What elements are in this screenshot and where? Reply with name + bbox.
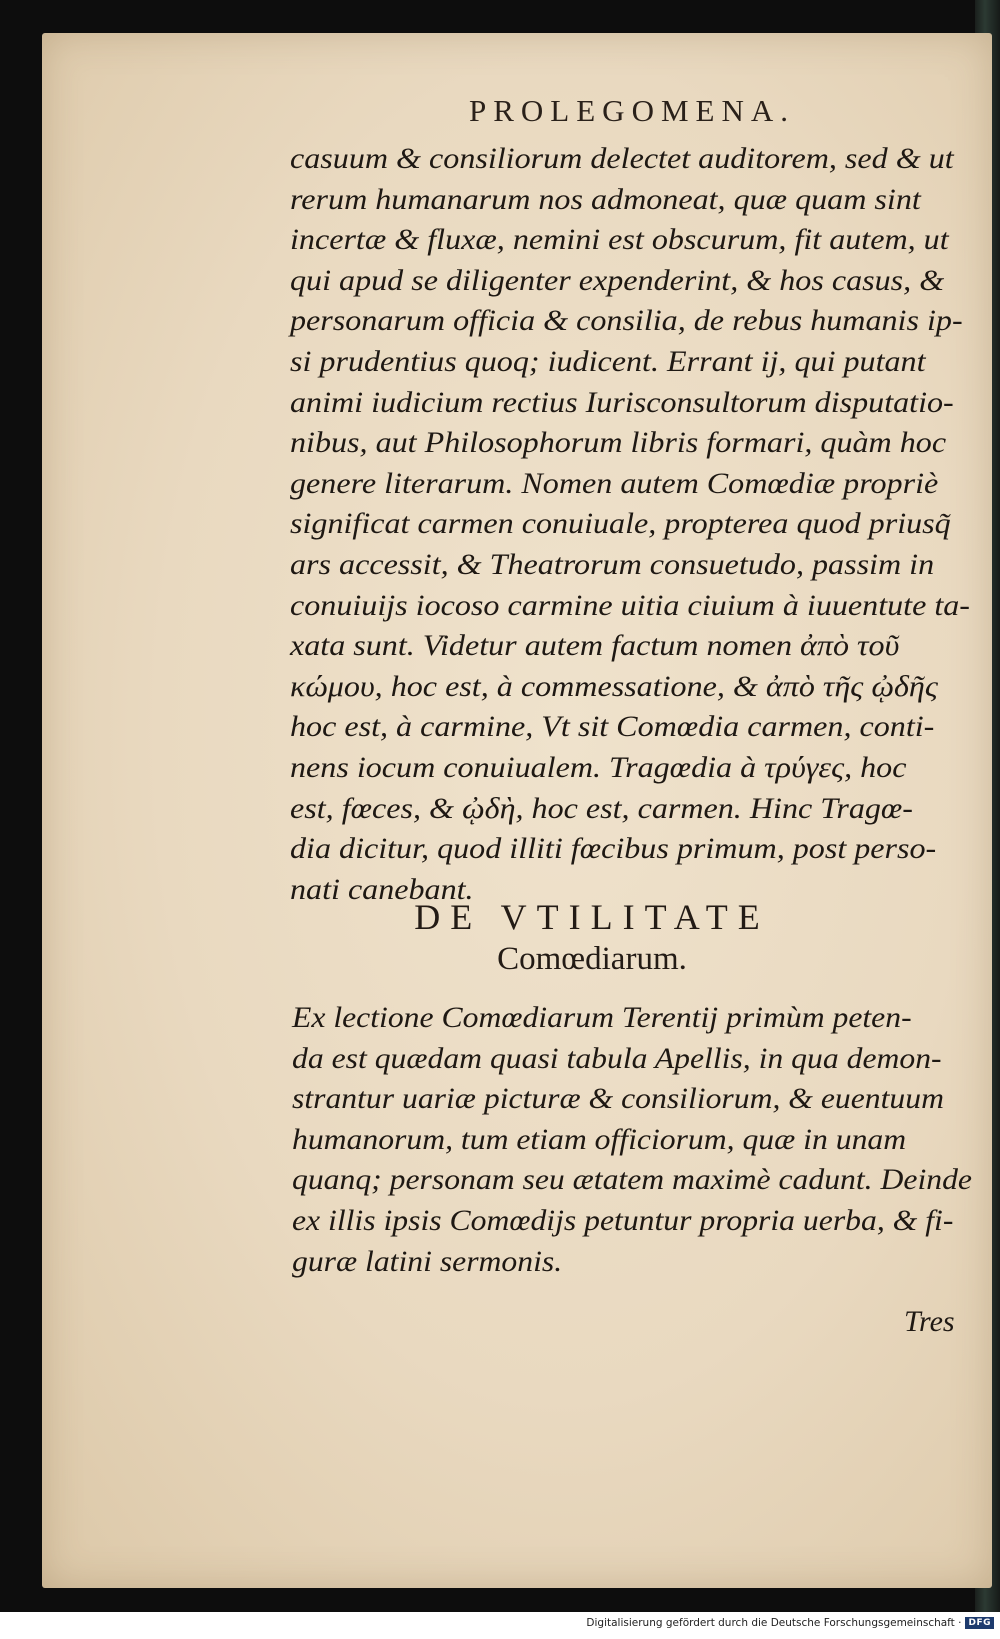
text-line: κώμου, hoc est, à commessatione, & ἀπὸ τῆς ᾠδῆς bbox=[290, 669, 938, 703]
dfg-logo-icon: DFG bbox=[965, 1617, 994, 1629]
text-line: significat carmen conuiuale, propterea quod priusq̃ bbox=[290, 507, 951, 541]
text-line: incertæ & fluxæ, nemini est obscurum, fit autem, ut bbox=[290, 223, 949, 257]
text-line: nibus, aut Philosophorum libris formari, quàm hoc bbox=[290, 426, 947, 460]
book-page bbox=[42, 33, 992, 1588]
text-line: personarum officia & consilia, de rebus humanis ip- bbox=[290, 304, 963, 338]
section-heading-line2: Comœdiarum. bbox=[497, 941, 687, 977]
text-line: nati canebant. bbox=[290, 872, 474, 906]
section-heading bbox=[292, 895, 892, 979]
text-line: genere literarum. Nomen autem Comœdiæ propriè bbox=[290, 466, 939, 500]
text-line: strantur uariæ picturæ & consiliorum, & euentuum bbox=[292, 1082, 944, 1116]
text-line: rerum humanarum nos admoneat, quæ quam sint bbox=[290, 182, 921, 216]
text-line: si prudentius quoq; iudicent. Errant ij, qui putant bbox=[290, 344, 926, 378]
text-line: Ex lectione Comœdiarum Terentij primùm peten- bbox=[292, 1001, 912, 1034]
text-line: est, fœces, & ᾠδὴ, hoc est, carmen. Hinc Tragœ- bbox=[290, 791, 913, 825]
text-line: dia dicitur, quod illiti fœcibus primum, post perso- bbox=[290, 832, 937, 866]
text-line: humanorum, tum etiam officiorum, quæ in unam bbox=[292, 1122, 907, 1156]
text-line: xata sunt. Videtur autem factum nomen ἀπὸ τοῦ bbox=[290, 629, 900, 663]
text-line: ars accessit, & Theatrorum consuetudo, passim in bbox=[290, 547, 935, 581]
section-heading-line1: DE VTILITATE bbox=[414, 897, 770, 937]
paragraph-utilitate bbox=[292, 998, 972, 1282]
text-line: guræ latini sermonis. bbox=[292, 1244, 563, 1278]
text-line: casuum & consiliorum delectet auditorem, sed & ut bbox=[290, 142, 954, 175]
text-line: ex illis ipsis Comœdijs petuntur propria uerba, & fi- bbox=[292, 1203, 954, 1237]
text-line: qui apud se diligenter expenderint, & hos casus, & bbox=[290, 263, 945, 297]
catchword: Tres bbox=[904, 1305, 955, 1338]
text-line: quanq; personam seu ætatem maximè cadunt. Deinde bbox=[292, 1163, 972, 1197]
text-line: nens iocum conuiualem. Tragœdia à τρύγες, hoc bbox=[290, 750, 907, 784]
footer-text: Digitalisierung gefördert durch die Deutsche Forschungsgemeinschaft · bbox=[586, 1617, 962, 1629]
digitization-footer bbox=[586, 1617, 994, 1629]
paragraph-prolegomena bbox=[290, 139, 970, 910]
text-line: da est quædam quasi tabula Apellis, in qua demon- bbox=[292, 1041, 942, 1075]
text-line: hoc est, à carmine, Vt sit Comœdia carmen, conti- bbox=[290, 710, 935, 744]
running-head: PROLEGOMENA. bbox=[469, 93, 795, 128]
text-line: animi iudicium rectius Iurisconsultorum disputatio- bbox=[290, 385, 954, 419]
text-line: conuiuijs iocoso carmine uitia ciuium à iuuentute ta- bbox=[290, 588, 970, 622]
